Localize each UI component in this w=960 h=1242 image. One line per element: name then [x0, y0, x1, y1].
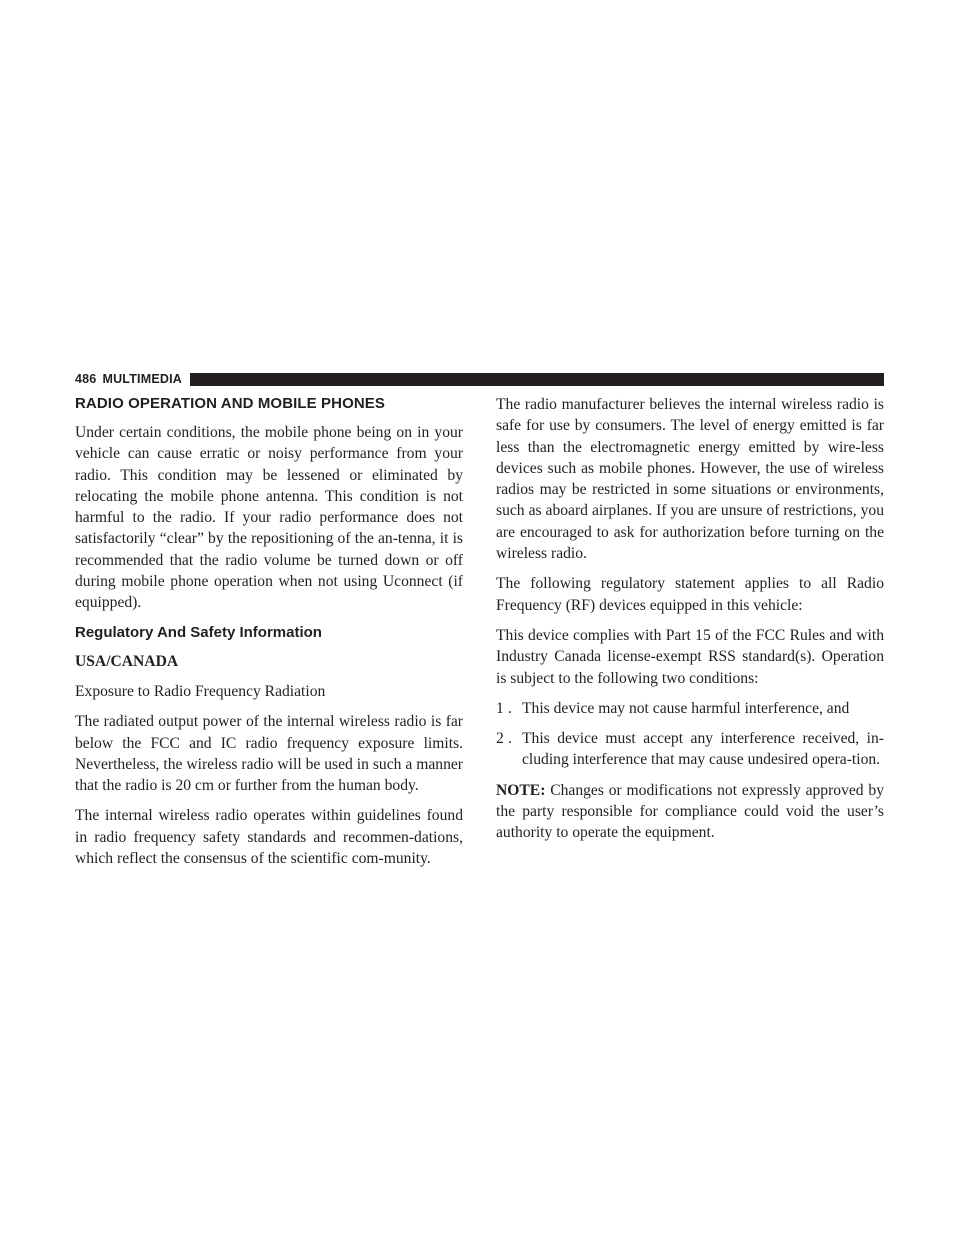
intro-paragraph: Under certain conditions, the mobile phone being on in your vehicle can cause erratic or noisy performance from your radio. This condition may be lessened or eliminated by relocating the mobile phone antenna. This condition is not harmful to the radio. If your radio performance does not satisfactorily “clear” by the repositioning of the an-tenna, it is recommended that the radio volume be turned down or off during mobile phone operation when not using Uconnect (if equipped). — [75, 424, 463, 612]
note-text: Changes or modifications not expressly approved by the party responsible for compliance could void the user’s authority to operate the equipment. — [496, 781, 884, 842]
radiated-paragraph: The radiated output power of the internal wireless radio is far below the FCC and IC radio frequency exposure limits. Nevertheless, the wireless radio will be used in such a manner that the radio is 20 cm or further from the human body. — [75, 713, 463, 795]
note-label: NOTE: — [496, 781, 546, 799]
guidelines-paragraph: The internal wireless radio operates within guidelines found in radio frequency safety standards and recommen-dations, which reflect the consensus of the scientific com-munity. — [75, 807, 463, 868]
left-column — [75, 394, 463, 878]
regulatory-subheading: Regulatory And Safety Information — [75, 623, 322, 641]
manufacturer-paragraph: The radio manufacturer believes the internal wireless radio is safe for use by consumers. The level of energy emitted is far less than the electromagnetic energy emitted by wire-less devices such as mobile phones. However, the use of wireless radios may be restricted in some situations or environments, such as aboard airplanes. If you are unsure of restrictions, you are encouraged to ask for authorization before turning on the wireless radio. — [496, 396, 884, 563]
list-item-number: 1 — [496, 699, 504, 717]
right-column — [496, 394, 884, 853]
page-number: 486 — [75, 372, 97, 386]
list-item-text: This device must accept any interference received, in-cluding interference that may cause undesired opera-tion. — [522, 730, 884, 769]
section-name: MULTIMEDIA — [102, 372, 183, 386]
region-label: USA/CANADA — [75, 652, 179, 670]
header-rule — [190, 373, 884, 386]
list-item: 2 . This device must accept any interference received, in-cluding interference that may cause undesired opera-tion. — [496, 728, 884, 771]
list-item-number: 2 — [496, 730, 504, 748]
note-paragraph — [496, 780, 884, 844]
page-header — [75, 371, 884, 387]
compliance-paragraph: This device complies with Part 15 of the FCC Rules and with Industry Canada license-exempt RSS standard(s). Operation is subject to the following two conditions: — [496, 626, 884, 687]
exposure-title: Exposure to Radio Frequency Radiation — [75, 682, 326, 700]
list-item-text: This device may not cause harmful interference, and — [522, 699, 850, 717]
conditions-list — [496, 698, 884, 771]
list-item: 1 . This device may not cause harmful interference, and — [496, 698, 884, 719]
section-heading: RADIO OPERATION AND MOBILE PHONES — [75, 395, 385, 412]
regulatory-paragraph: The following regulatory statement applies to all Radio Frequency (RF) devices equipped in this vehicle: — [496, 575, 884, 614]
